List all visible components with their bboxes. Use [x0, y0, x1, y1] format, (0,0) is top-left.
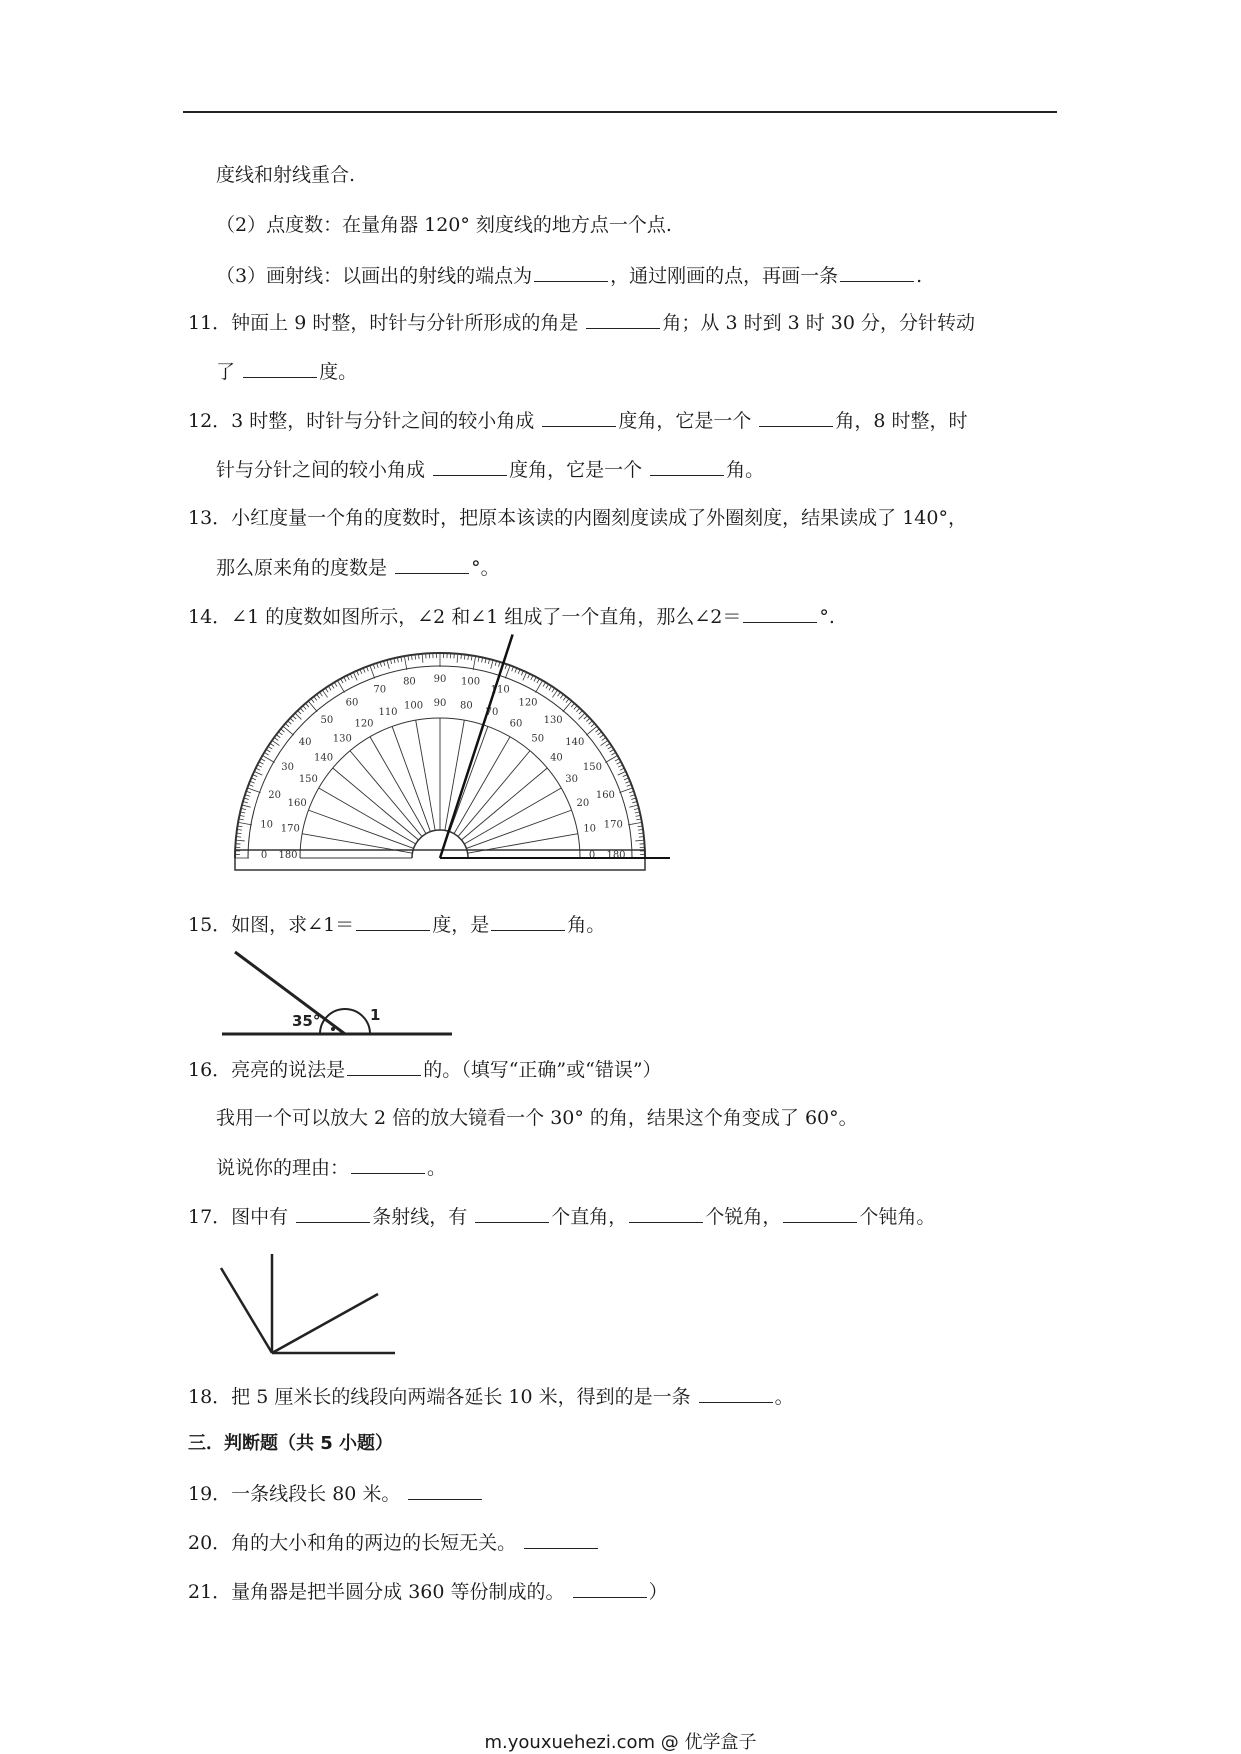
protractor-tick [251, 778, 256, 780]
protractor-inner-number: 20 [576, 798, 590, 810]
protractor-inner-number: 70 [485, 707, 499, 719]
blank[interactable] [759, 408, 833, 427]
rays-figure-17 [215, 1250, 405, 1360]
protractor-tick [262, 756, 274, 763]
blank[interactable] [475, 1204, 549, 1223]
angle-label-1: 1 [370, 1006, 381, 1024]
ray-left [221, 1268, 272, 1353]
blank[interactable] [395, 555, 469, 574]
protractor-tick [623, 775, 628, 777]
protractor-inner-number: 0 [588, 850, 596, 861]
protractor-tick [281, 729, 285, 732]
protractor-tick [272, 740, 279, 745]
protractor-radial-line [308, 810, 413, 848]
protractor-tick [457, 654, 458, 663]
protractor-inner-number: 110 [378, 707, 398, 719]
protractor-tick [543, 682, 546, 686]
protractor-tick [331, 684, 334, 688]
protractor-tick [253, 775, 258, 777]
protractor-tick [560, 694, 563, 698]
angle-label-35: 35° [292, 1012, 321, 1030]
protractor-outer-number: 110 [490, 684, 510, 696]
blank[interactable] [573, 1579, 647, 1598]
protractor-tick [334, 682, 337, 686]
slanted-ray [235, 952, 345, 1034]
protractor-inner-number: 140 [314, 752, 334, 764]
question-12: 12．3 时整，时针与分针之间的较小角成 度角，它是一个 角，8 时整，时 [188, 410, 968, 432]
protractor-tick [606, 743, 610, 746]
protractor-inner-number: 60 [509, 718, 523, 730]
protractor-tick [624, 778, 629, 780]
protractor-tick [617, 762, 621, 764]
protractor-outer-number: 50 [320, 715, 334, 727]
protractor-tick [314, 696, 317, 700]
protractor-radial-line [466, 810, 571, 848]
protractor-outer-number: 0 [260, 850, 268, 861]
protractor-inner-number: 50 [531, 733, 545, 745]
protractor-inner-number: 10 [583, 823, 597, 835]
protractor-inner-number: 170 [280, 823, 300, 835]
protractor-outer-number: 90 [433, 674, 447, 685]
protractor-radial-line [450, 726, 488, 831]
blank[interactable] [650, 457, 724, 476]
protractor-outer-number: 100 [461, 676, 481, 688]
protractor-tick [595, 729, 599, 732]
protractor-tick [589, 721, 593, 724]
blank[interactable] [783, 1204, 857, 1223]
blank[interactable] [347, 1057, 421, 1076]
blank[interactable] [542, 408, 616, 427]
protractor-inner-number: 30 [565, 774, 579, 785]
angle-dot [331, 1027, 335, 1031]
protractor-tick [322, 690, 327, 697]
protractor-tick [298, 711, 301, 715]
question-16: 16．亮亮的说法是 的。（填写“正确”或“错误”） [188, 1059, 662, 1081]
protractor-tick [620, 768, 624, 770]
protractor-tick [303, 706, 306, 710]
protractor-tick [521, 671, 523, 676]
protractor-tick [618, 771, 626, 775]
question-20: 20．角的大小和角的两边的长短无关。 [188, 1530, 600, 1555]
protractor-inner-number: 150 [298, 774, 318, 785]
protractor-tick [598, 732, 602, 735]
protractor-inner-number: 160 [287, 798, 307, 810]
protractor-tick [576, 708, 579, 712]
protractor-tick [238, 822, 252, 824]
protractor-tick [293, 716, 297, 719]
protractor-inner-number: 90 [433, 698, 447, 709]
protractor-outer-number: 140 [565, 736, 585, 748]
protractor-tick [571, 703, 574, 707]
header-rule [183, 111, 1057, 113]
protractor-tick [602, 738, 606, 741]
protractor-tick [639, 837, 644, 838]
protractor-tick [320, 692, 323, 696]
protractor-outer-number: 20 [268, 789, 281, 801]
protractor-tick [285, 724, 289, 727]
question-13: 13．小红度量一个角的度数时，把原本该读的内圈刻度读成了外圈刻度，结果读成了 140°， [188, 507, 967, 529]
protractor-radial-line [392, 726, 430, 831]
protractor-tick [591, 724, 595, 727]
protractor-tick [618, 765, 622, 767]
protractor-outer-number: 130 [543, 715, 563, 727]
protractor-tick [264, 752, 268, 755]
protractor-outer-number: 30 [281, 762, 294, 773]
blank[interactable] [491, 912, 565, 931]
question-16-reason: 说说你的理由： 。 [216, 1157, 447, 1179]
blank[interactable] [296, 1204, 370, 1223]
protractor-tick [300, 708, 303, 712]
protractor-tick [531, 675, 533, 679]
protractor-tick [566, 699, 569, 703]
protractor-tick [276, 735, 280, 738]
protractor-tick [601, 740, 608, 745]
protractor-figure [230, 640, 670, 890]
protractor-tick [608, 746, 612, 749]
protractor-tick [563, 696, 566, 700]
question-15: 15．如图，求∠1＝ 度，是 角。 [188, 914, 606, 936]
protractor-tick [586, 718, 590, 721]
protractor-tick [261, 759, 265, 761]
blank[interactable] [243, 359, 317, 378]
protractor-tick [387, 660, 389, 669]
protractor-tick [628, 822, 642, 824]
protractor-tick [546, 684, 549, 688]
protractor-tick [236, 837, 241, 838]
question-11: 11．钟面上 9 时整，时针与分针所形成的角是 角；从 3 时到 3 时 30 分，分针转动 [188, 312, 975, 334]
blank[interactable] [351, 1155, 425, 1174]
protractor-tick [311, 699, 314, 703]
angle-figure-15 [220, 948, 460, 1038]
blank[interactable] [699, 1384, 773, 1403]
protractor-tick [605, 756, 617, 763]
protractor-tick [341, 679, 343, 683]
protractor-outer-number: 60 [345, 697, 359, 709]
line-1: 度线和射线重合. [216, 164, 356, 186]
protractor-tick [290, 718, 294, 721]
protractor-tick [584, 716, 588, 719]
protractor-tick [635, 840, 644, 841]
blank[interactable] [629, 1204, 703, 1223]
question-14: 14．∠1 的度数如图所示，∠2 和∠1 组成了一个直角，那么∠2＝ °. [188, 606, 835, 628]
protractor-tick [537, 679, 539, 683]
protractor-outer-number: 40 [298, 736, 312, 748]
protractor-tick [317, 694, 320, 698]
protractor-outer-number: 180 [606, 850, 626, 861]
question-13-cont: 那么原来角的度数是 °。 [216, 557, 500, 579]
protractor-tick [242, 805, 251, 807]
question-17: 17．图中有 条射线，有 个直角， 个锐角， 个钝角。 [188, 1206, 936, 1228]
protractor-tick [491, 660, 493, 669]
protractor-outer-number: 150 [582, 762, 602, 773]
footer-watermark: m.youxuehezi.com @ 优学盒子 [484, 1732, 757, 1753]
blank[interactable] [356, 912, 430, 931]
protractor-tick [534, 677, 536, 681]
protractor-tick [422, 654, 423, 663]
protractor-tick [268, 746, 272, 749]
protractor-tick [419, 654, 420, 659]
question-18: 18．把 5 厘米长的线段向两端各延长 10 米，得到的是一条 。 [188, 1386, 794, 1408]
protractor-tick [586, 726, 597, 735]
blank[interactable] [433, 457, 507, 476]
protractor-tick [600, 735, 604, 738]
protractor-inner-number: 100 [404, 700, 424, 712]
blank[interactable] [408, 1481, 482, 1500]
protractor-tick [256, 768, 260, 770]
protractor-tick [350, 674, 352, 678]
protractor-inner-number: 120 [354, 718, 374, 730]
protractor-outer-number: 80 [403, 676, 416, 688]
protractor-tick [536, 680, 543, 692]
protractor-tick [259, 762, 263, 764]
protractor-tick [236, 840, 245, 841]
protractor-tick [283, 726, 294, 735]
question-19: 19．一条线段长 80 米。 [188, 1481, 484, 1506]
protractor-outer-number: 170 [603, 819, 623, 831]
protractor-tick [528, 674, 530, 678]
protractor-tick [328, 686, 331, 690]
blank[interactable] [840, 263, 914, 282]
blank[interactable] [524, 1530, 598, 1549]
question-16-statement: 我用一个可以放大 2 倍的放大镜看一个 30° 的角，结果这个角变成了 60°。 [216, 1107, 858, 1129]
protractor-tick [404, 656, 406, 670]
question-11-cont: 了 度。 [216, 361, 358, 383]
protractor-tick [523, 672, 527, 680]
line-2: （2）点度数：在量角器 120° 刻度线的地方点一个点. [216, 214, 672, 236]
ray-slanted [272, 1294, 378, 1353]
protractor-tick [270, 743, 274, 746]
protractor-tick [360, 669, 362, 674]
protractor-inner-number: 40 [550, 752, 563, 764]
line-3: （3）画射线：以画出的射线的端点为 ，通过刚画的点，再画一条 . [216, 265, 923, 287]
protractor-tick [615, 759, 619, 761]
protractor-tick [574, 706, 577, 710]
question-21: 21．量角器是把半圆分成 360 等份制成的。 ） [188, 1581, 668, 1603]
blank[interactable] [534, 263, 608, 282]
protractor-tick [306, 703, 309, 707]
question-12-cont: 针与分针之间的较小角成 度角，它是一个 角。 [216, 459, 765, 481]
protractor-tick [338, 680, 345, 692]
protractor-tick [610, 749, 614, 752]
protractor-tick [552, 688, 555, 692]
protractor-tick [558, 692, 561, 696]
protractor-tick [563, 701, 572, 712]
protractor-tick [308, 701, 317, 712]
protractor-tick [518, 669, 520, 674]
protractor-tick [611, 752, 615, 755]
protractor-tick [552, 690, 557, 697]
protractor-outer-number: 10 [260, 819, 274, 831]
protractor-outer-number: 70 [373, 684, 387, 696]
protractor-inner-number: 80 [460, 700, 473, 712]
protractor-tick [357, 671, 359, 676]
protractor-tick [629, 805, 638, 807]
blank[interactable] [743, 604, 817, 623]
protractor-tick [278, 732, 282, 735]
protractor-outer-number: 160 [595, 789, 615, 801]
blank[interactable] [586, 310, 660, 329]
angle-1-ray [440, 635, 513, 858]
protractor-tick [274, 738, 278, 741]
protractor-tick [353, 672, 357, 680]
protractor-tick [257, 765, 261, 767]
protractor-inner-number: 180 [278, 850, 298, 861]
section-3-heading: 三．判断题（共 5 小题） [188, 1433, 394, 1454]
protractor-tick [461, 654, 462, 659]
protractor-tick [288, 721, 292, 724]
protractor-tick [344, 677, 346, 681]
protractor-inner-number: 130 [332, 733, 352, 745]
protractor-radial-line [416, 720, 435, 830]
protractor-tick [579, 711, 582, 715]
protractor-tick [266, 749, 270, 752]
protractor-tick [325, 688, 328, 692]
protractor-tick [549, 686, 552, 690]
protractor-tick [254, 771, 262, 775]
protractor-tick [473, 656, 475, 670]
protractor-tick [347, 675, 349, 679]
protractor-outer-number: 120 [518, 697, 538, 709]
